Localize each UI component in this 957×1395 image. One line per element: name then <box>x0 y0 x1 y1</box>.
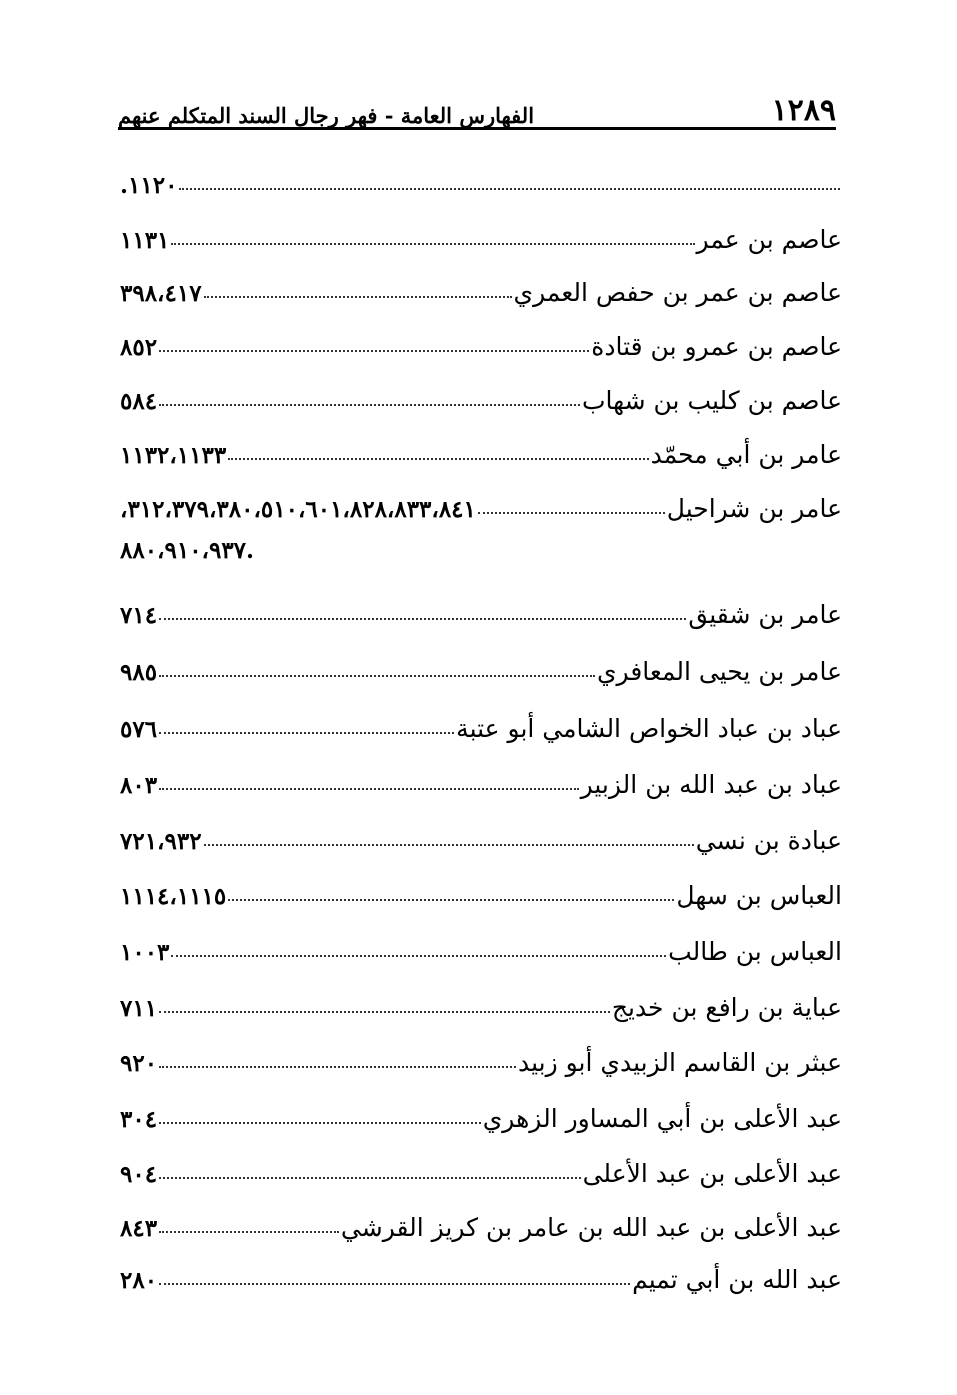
entry-name: عاصم بن عمر <box>696 225 842 254</box>
entry-pages: ٥٨٤ <box>120 388 158 416</box>
entry-pages: ١٠٠٣ <box>120 939 170 967</box>
entry-name: عبد الأعلى بن أبي المساور الزهري <box>482 1104 842 1133</box>
dot-leader <box>478 512 665 514</box>
entry-pages: ١١٢٠. <box>120 172 178 200</box>
dot-leader <box>159 1177 581 1179</box>
index-entry <box>120 580 842 630</box>
index-entry <box>120 750 842 800</box>
entry-name: عبد الله بن أبي تميم <box>632 1265 842 1294</box>
entry-pages: ٨٤٣ <box>120 1215 158 1243</box>
dot-leader <box>204 296 512 298</box>
entry-pages: ٥٧٦ <box>120 716 158 744</box>
dot-leader <box>228 458 648 460</box>
index-entry <box>120 1028 842 1078</box>
continuation-pages: ٨٨٠،٩١٠،٩٣٧. <box>120 537 255 564</box>
entry-pages: ٨٠٣ <box>120 772 158 800</box>
entry-name: عاصم بن عمر بن حفص العمري <box>513 278 842 307</box>
entry-name: عبد الأعلى بن عبد الأعلى <box>582 1159 842 1188</box>
entry-pages: ٣٠٤ <box>120 1106 158 1134</box>
index-entry <box>120 1193 842 1243</box>
entry-continuation <box>120 537 842 564</box>
index-entry <box>120 150 842 200</box>
entry-pages: ١١١٤،١١١٥ <box>120 883 227 911</box>
entry-pages: ٩٢٠ <box>120 1050 158 1078</box>
index-entry <box>120 694 842 744</box>
entry-name: العباس بن طالب <box>668 937 842 966</box>
dot-leader <box>159 618 686 620</box>
entry-name: عبد الأعلى بن عبد الله بن عامر بن كريز القرشي <box>340 1213 842 1242</box>
entry-pages: ١١٣١ <box>120 227 170 255</box>
index-entry <box>120 258 842 308</box>
index-entry <box>120 474 842 524</box>
entry-name: عاصم بن كليب بن شهاب <box>581 386 842 415</box>
dot-leader <box>159 1011 610 1013</box>
entry-pages: ٩٠٤ <box>120 1161 158 1189</box>
index-entry <box>120 420 842 470</box>
entry-pages: ٧١٤ <box>120 602 158 630</box>
entry-pages: ٨٥٢ <box>120 334 158 362</box>
index-entry <box>120 973 842 1023</box>
entry-name: عباية بن رافع بن خديج <box>611 993 842 1022</box>
index-entry <box>120 366 842 416</box>
index-entry <box>120 861 842 911</box>
dot-leader <box>159 1066 516 1068</box>
dot-leader <box>159 350 589 352</box>
entry-name: عباد بن عبد الله بن الزبير <box>580 770 842 799</box>
dot-leader <box>159 1283 630 1285</box>
index-entry <box>120 1245 842 1295</box>
entry-pages: ٧١١ <box>120 995 158 1023</box>
entry-name: عامر بن شراحيل <box>666 494 842 523</box>
header-rule <box>118 127 836 130</box>
entry-pages: ٣١٢،٣٧٩،٣٨٠،٥١٠،٦٠١،٨٢٨،٨٣٣،٨٤١، <box>120 496 476 524</box>
entry-pages: ٩٨٥ <box>120 659 158 687</box>
dot-leader <box>159 675 595 677</box>
dot-leader <box>228 899 674 901</box>
dot-leader <box>171 243 694 245</box>
dot-leader <box>159 732 454 734</box>
entry-name: العباس بن سهل <box>676 881 842 910</box>
entry-name: عاصم بن عمرو بن قتادة <box>591 332 842 361</box>
page-header <box>118 84 836 126</box>
entry-pages: ٣٩٨،٤١٧ <box>120 280 202 308</box>
dot-leader <box>159 1122 481 1124</box>
index-entry <box>120 312 842 362</box>
page-number: ١٢٨٩ <box>771 93 836 128</box>
dot-leader <box>179 188 840 190</box>
dot-leader <box>171 955 666 957</box>
entry-pages: ١١٣٢،١١٣٣ <box>120 442 227 470</box>
index-entry <box>120 205 842 255</box>
dot-leader <box>159 404 580 406</box>
index-entry <box>120 1139 842 1189</box>
entry-pages: ٧٢١،٩٣٢ <box>120 828 202 856</box>
dot-leader <box>159 788 579 790</box>
entry-name: عامر بن أبي محمّد <box>650 440 842 469</box>
entry-pages: ٢٨٠ <box>120 1267 158 1295</box>
dot-leader <box>204 844 694 846</box>
index-entry <box>120 806 842 856</box>
entry-name: عبادة بن نسي <box>695 826 842 855</box>
index-entry <box>120 637 842 687</box>
index-entry <box>120 917 842 967</box>
entry-name: عامر بن يحيى المعافري <box>596 657 842 686</box>
entry-name: عامر بن شقيق <box>688 600 842 629</box>
entry-name: عبثر بن القاسم الزبيدي أبو زبيد <box>518 1048 842 1077</box>
entry-name: عباد بن عباد الخواص الشامي أبو عتبة <box>456 714 842 743</box>
dot-leader <box>159 1231 339 1233</box>
running-title: الفهارس العامة - فهر رجال السند المتكلم عنهم <box>118 103 535 128</box>
index-entry <box>120 1084 842 1134</box>
